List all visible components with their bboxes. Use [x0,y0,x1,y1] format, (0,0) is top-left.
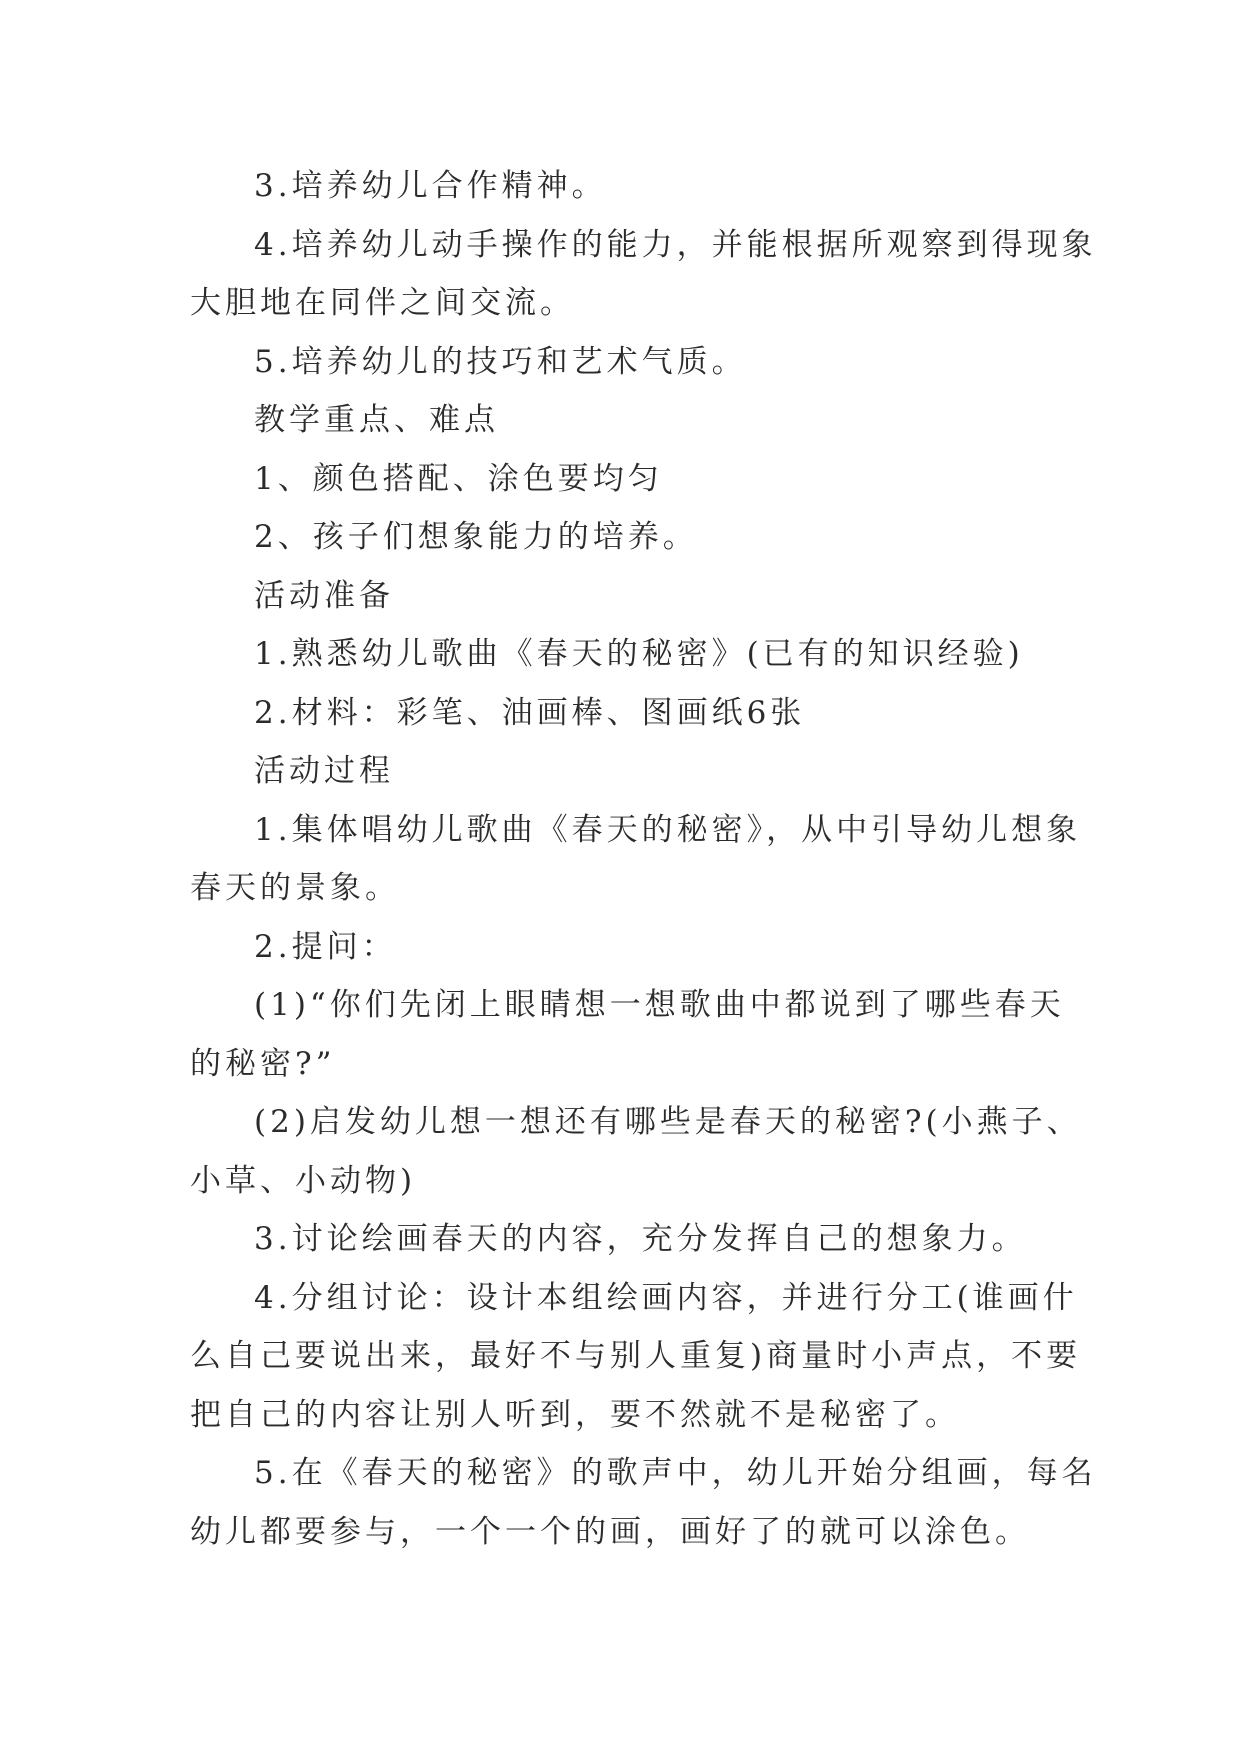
paragraph [190,508,1050,567]
paragraph [190,1093,1082,1210]
section-heading [190,567,1050,626]
text-line: (2)启发幼儿想一想还有哪些是春天的秘密?(小燕子、 [254,1104,1082,1140]
paragraph [190,333,1050,392]
text-line: 小草、小动物) [190,1162,417,1199]
text-line: 5.在《春天的秘密》的歌声中，幼儿开始分组画，每名 [254,1455,1097,1491]
paragraph [190,1269,1082,1445]
text-line: 1.集体唱幼儿歌曲《春天的秘密》，从中引导幼儿想象 [254,811,1082,848]
text-line: 2、孩子们想象能力的培养。 [254,519,698,555]
text-line: 么自己要说出来，最好不与别人重复)商量时小声点，不要 [190,1338,1082,1374]
text-line: 活动过程 [254,753,394,789]
text-line: 2.提问： [254,928,397,965]
document-body [190,157,1097,1561]
paragraph [190,157,1050,216]
paragraph [190,918,1050,977]
text-line: 春天的景象。 [190,870,400,906]
text-line: 把自己的内容让别人听到，要不然就不是秘密了。 [190,1396,960,1433]
section-heading [190,742,1050,801]
text-line: 大胆地在同伴之间交流。 [190,285,575,321]
section-heading [190,391,1050,450]
paragraph [190,1444,1097,1561]
text-line: 活动准备 [254,577,394,614]
text-line: (1)“你们先闭上眼睛想一想歌曲中都说到了哪些春天 [254,987,1065,1023]
text-line: 1.熟悉幼儿歌曲《春天的秘密》(已有的知识经验) [254,636,1024,672]
text-line: 4.培养幼儿动手操作的能力，并能根据所观察到得现象 [254,226,1097,263]
text-line: 4.分组讨论：设计本组绘画内容，并进行分工(谁画什 [254,1279,1078,1316]
paragraph [190,801,1082,918]
paragraph [190,976,1065,1093]
text-line: 教学重点、难点 [254,402,499,438]
paragraph [190,684,1050,743]
text-line: 1、颜色搭配、涂色要均匀 [254,460,663,497]
text-line: 的秘密?” [190,1045,336,1082]
text-line: 3.讨论绘画春天的内容，充分发挥自己的想象力。 [254,1221,1027,1257]
paragraph [190,450,1050,509]
text-line: 2.材料：彩笔、油画棒、图画纸6张 [254,694,806,731]
paragraph [190,216,1097,333]
paragraph [190,1210,1050,1269]
text-line: 3.培养幼儿合作精神。 [254,168,607,204]
text-line: 幼儿都要参与，一个一个的画，画好了的就可以涂色。 [190,1513,1030,1550]
paragraph [190,625,1050,684]
text-line: 5.培养幼儿的技巧和艺术气质。 [254,343,747,380]
